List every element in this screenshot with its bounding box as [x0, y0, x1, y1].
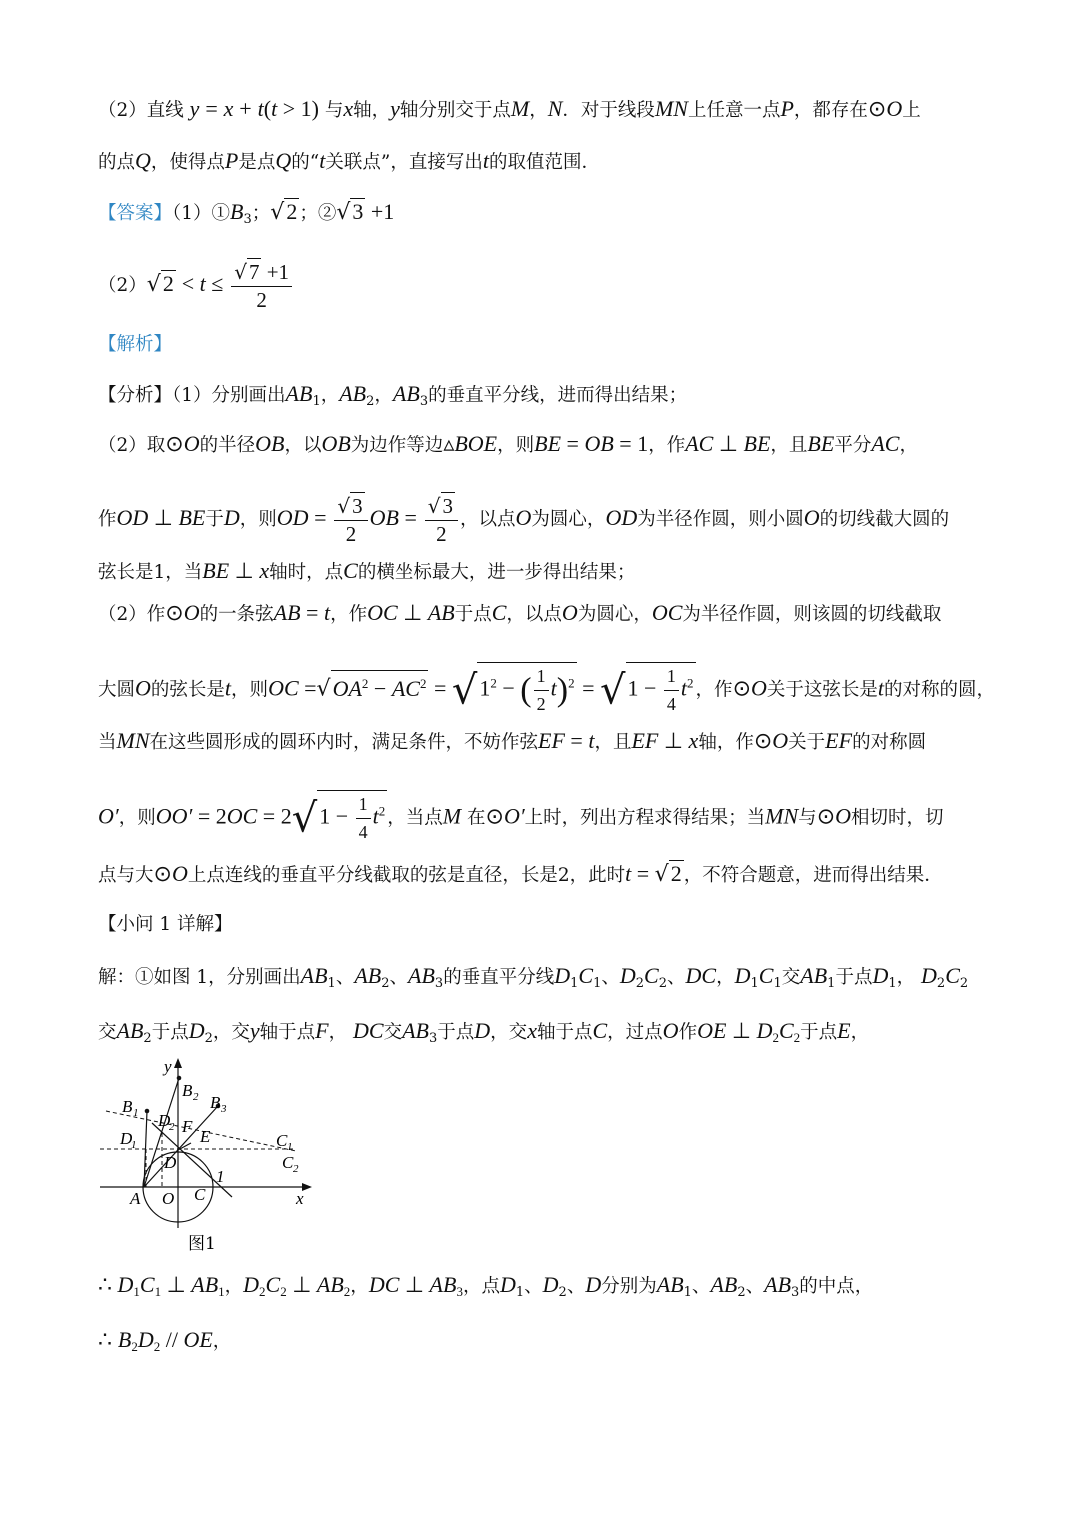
sub-question-1-heading: 【小问 1 详解】: [98, 914, 233, 935]
text: 当: [98, 732, 117, 753]
text: 为半径作圆，则小圆: [637, 509, 804, 530]
answer-line-1: 【答案】$(1)①B_3$；√2 ；②√3 +1: [98, 199, 395, 227]
text: 大圆: [98, 679, 136, 701]
text: 轴分别交于点: [399, 100, 511, 121]
text: 为圆心，: [577, 604, 652, 625]
fig-label: O: [162, 1189, 175, 1208]
text: 为半径作圆，则该圆的切线截取: [682, 604, 942, 625]
text: 于: [205, 509, 224, 530]
text: 轴时，点: [269, 562, 344, 583]
fig-label: D: [164, 1153, 177, 1172]
analysis-line-2: （2）取⊙O的半径OB，以OB为边作等边▵BOE，则BE = OB = 1，作AC ⊥ BE，且BE平分AC，: [98, 431, 918, 456]
fig-label: y: [164, 1057, 172, 1076]
text: ，且: [770, 435, 808, 456]
text: ，作: [648, 435, 686, 456]
text: （2）取: [98, 435, 166, 456]
fig-label: x: [296, 1189, 304, 1208]
problem-2-line-2: 的点Q，使得点P是点Q的“t关联点”，直接写出t的取值范围．: [98, 148, 600, 173]
fig-subscript: 1: [133, 1107, 139, 1119]
text: 在这些圆形成的圆环内时，满足条件，不妨作弦: [149, 732, 539, 753]
text: 的弦长是: [150, 679, 225, 701]
text: 上任意一点: [687, 100, 781, 121]
text: ，则: [497, 435, 535, 456]
text: 的对称的圆，: [884, 679, 996, 701]
text: 弦长是1，当: [98, 562, 203, 583]
fig-label: C: [194, 1185, 206, 1204]
text: 于点: [835, 967, 873, 988]
analysis-tag: 【解析】: [98, 334, 173, 355]
text: ，作: [695, 679, 733, 701]
text: ，则: [118, 807, 156, 829]
text: 于点: [454, 604, 492, 625]
point-b2: [177, 1076, 182, 1081]
fig-label: B: [210, 1093, 221, 1112]
text: 于点: [800, 1022, 838, 1043]
text: 作: [98, 509, 117, 530]
text: ，则: [231, 679, 269, 701]
text: 点: [481, 1276, 500, 1297]
fig-subscript: 2: [193, 1091, 199, 1103]
text: 解：①如图 1，分别画出: [98, 967, 301, 988]
fraction: $\frac{√7 +1}{2}$: [231, 258, 292, 314]
fig-label: D: [120, 1129, 133, 1148]
text: ，交: [490, 1022, 528, 1043]
analysis-line-1: 【分析】（1）分别画出$AB_1$，$AB_2$，$AB_3$的垂直平分线，进而得出结果；: [98, 381, 688, 409]
text: 于点: [151, 1022, 189, 1043]
text: 轴于点: [259, 1022, 316, 1043]
text: 关联点”，直接写出: [325, 152, 483, 173]
text: ，交: [212, 1022, 250, 1043]
fig-label: F: [182, 1117, 193, 1136]
analysis-line-3: 作OD ⊥ BE于D，则OD = $\frac{√3}{2}$ OB = $\frac{√3}{2}$ ，以点O为圆心，OD为半径作圆，则小圆O的切线截大圆的: [98, 494, 950, 546]
text: 的垂直平分线: [443, 967, 555, 988]
text: 交: [98, 1022, 117, 1043]
analysis-line-4: 弦长是1，当BE ⊥ x轴时，点C的横坐标最大，进一步得出结果；: [98, 558, 636, 583]
text: ；②: [299, 203, 337, 224]
problem-2-line-1: （2）直线 y = x + t(t > 1) 与x轴，y轴分别交于点M，N．对于线段MN上任意一点P，都存在⊙O上: [98, 96, 921, 121]
text: 上时，列出方程求得结果；当: [524, 807, 766, 829]
text: 轴，作: [698, 732, 754, 753]
text: ，不符合题意，进而得出结果．: [683, 865, 943, 886]
analysis-line-8: O′，则OO′ = 2OC = 2√1 − $\frac{1}{4}$ $t^2$ ，当点M 在⊙O′上时，列出方程求得结果；当MN与⊙O相切时，切: [98, 790, 984, 846]
fig-subscript: 2: [169, 1121, 175, 1133]
fig-label: E: [200, 1127, 211, 1146]
text: ，以点: [460, 509, 516, 530]
fraction: $\frac{√3}{2}$: [334, 492, 367, 548]
text: 的切线截大圆的: [819, 509, 950, 530]
y-arrow: [174, 1058, 182, 1068]
point-b1: [145, 1109, 150, 1114]
segment-ab3: [144, 1106, 218, 1187]
solution-line-1: 解：①如图 1，分别画出$AB_1$、$AB_2$、$AB_3$的垂直平分线$D_1C_1$、$D_2C_2$、DC，$D_1C_1$交$AB_1$于点$D_1$， $D_2C_2$: [98, 963, 969, 991]
text: ，且: [594, 732, 632, 753]
text: 为边作等边: [350, 435, 444, 456]
text: 的中点，: [799, 1276, 874, 1297]
fig-subscript: 1: [287, 1141, 293, 1153]
conclusion-line-1: ∴ $D_1C_1$ ⊥ $AB_1$，$D_2C_2$ ⊥ $AB_2$，DC ⊥ $AB_3$，点$D_1$、$D_2$、D分别为$AB_1$、$AB_2$、$AB_3$的中点，: [98, 1272, 874, 1300]
text: 轴于点: [536, 1022, 593, 1043]
text: 的横坐标最大，进一步得出结果；: [357, 562, 636, 583]
text: （2）: [98, 275, 147, 296]
analysis-line-7: 当MN在这些圆形成的圆环内时，满足条件，不妨作弦EF = t，且EF ⊥ x轴，作⊙O关于EF的对称圆: [98, 728, 927, 753]
text: 轴，: [353, 100, 391, 121]
text: ，都存在: [793, 100, 868, 121]
figure-1: [96, 1056, 316, 1256]
fig-label: C: [276, 1131, 288, 1150]
text: ，则: [239, 509, 277, 530]
text: 分别为: [601, 1276, 657, 1297]
text: ，以: [284, 435, 322, 456]
solution-line-2: 交$AB_2$于点$D_2$，交y轴于点F， DC交$AB_3$于点D，交x轴于点C，过点O作OE ⊥ $D_2C_2$于点E，: [98, 1018, 870, 1046]
text: ，当点: [387, 807, 443, 829]
text: 为圆心，: [531, 509, 606, 530]
text: 的垂直平分线，进而得出结果；: [428, 385, 688, 406]
text: ，使得点: [150, 152, 225, 173]
fig-label: A: [130, 1189, 141, 1208]
fig-label: 1: [216, 1167, 225, 1186]
text: 【分析】: [98, 385, 173, 406]
text: 交: [781, 967, 801, 988]
text: 作: [678, 1022, 698, 1043]
fraction: $\frac{√3}{2}$: [425, 492, 458, 548]
text: 与: [798, 807, 817, 829]
analysis-line-9: 点与大⊙O上点连线的垂直平分线截取的弦是直径，长是2，此时t = √2 ，不符合题意，进而得出结果．: [98, 861, 943, 887]
text: 的取值范围．: [488, 152, 600, 173]
fig-label: C: [282, 1153, 294, 1172]
text: 关于这弦长是: [766, 679, 878, 701]
therefore-symbol: ∴: [98, 1327, 112, 1352]
text: （1）①: [172, 203, 231, 224]
conclusion-line-2: ∴ $B_2D_2$ // OE，: [98, 1327, 232, 1354]
text: 平分: [834, 435, 872, 456]
text: （1）分别画出: [172, 385, 286, 406]
text: 相切时，切: [851, 807, 944, 829]
text: 关于: [788, 732, 826, 753]
analysis-line-5: （2）作⊙O的一条弦AB = t，作OC ⊥ AB于点C，以点O为圆心，OC为半径作圆，则该圆的切线截取: [98, 600, 942, 625]
text: （2）作: [98, 604, 166, 625]
analysis-line-6: 大圆O的弦长是t，则OC $=√OA^2 - AC^2 = √1^2$ − ( $\frac{1}{2}$ t)$^2$ = √1 − $\frac{1}{4}$ $t^2$ ，作⊙O关于这弦长是t的对称的圆，: [98, 662, 984, 718]
text: 的对称圆: [852, 732, 927, 753]
text: 上: [902, 100, 921, 121]
text: 与: [324, 100, 344, 121]
fig-label: B: [122, 1097, 133, 1116]
fig-subscript: 2: [293, 1163, 299, 1175]
text: ，过点: [607, 1022, 663, 1043]
text: 上点连线的垂直平分线截取的弦是直径，长是2，此时: [187, 865, 626, 886]
text: 的半径: [199, 435, 256, 456]
text: ．对于线段: [562, 100, 655, 121]
text: 是点: [238, 152, 276, 173]
text: 的“: [291, 152, 320, 173]
text: ；: [251, 203, 271, 224]
text: （2）直线: [98, 100, 184, 121]
text: 的点: [98, 152, 136, 173]
text: 在: [467, 807, 486, 829]
answer-line-2: （2）√2 < t ≤ $\frac{√7 +1}{2}$: [98, 258, 984, 314]
text: 点与大: [98, 865, 154, 886]
text: 交: [383, 1022, 403, 1043]
figure-caption: 图1: [188, 1234, 216, 1254]
answer-tag: 【答案】: [98, 203, 173, 224]
fig-subscript: 3: [221, 1103, 227, 1115]
fig-subscript: 1: [131, 1139, 137, 1151]
fig-label: D: [158, 1111, 171, 1130]
text: ，作: [330, 604, 368, 625]
fig-label: B: [182, 1081, 193, 1100]
text: 的一条弦: [199, 604, 274, 625]
text: ，以点: [506, 604, 562, 625]
text: 于点: [437, 1022, 475, 1043]
